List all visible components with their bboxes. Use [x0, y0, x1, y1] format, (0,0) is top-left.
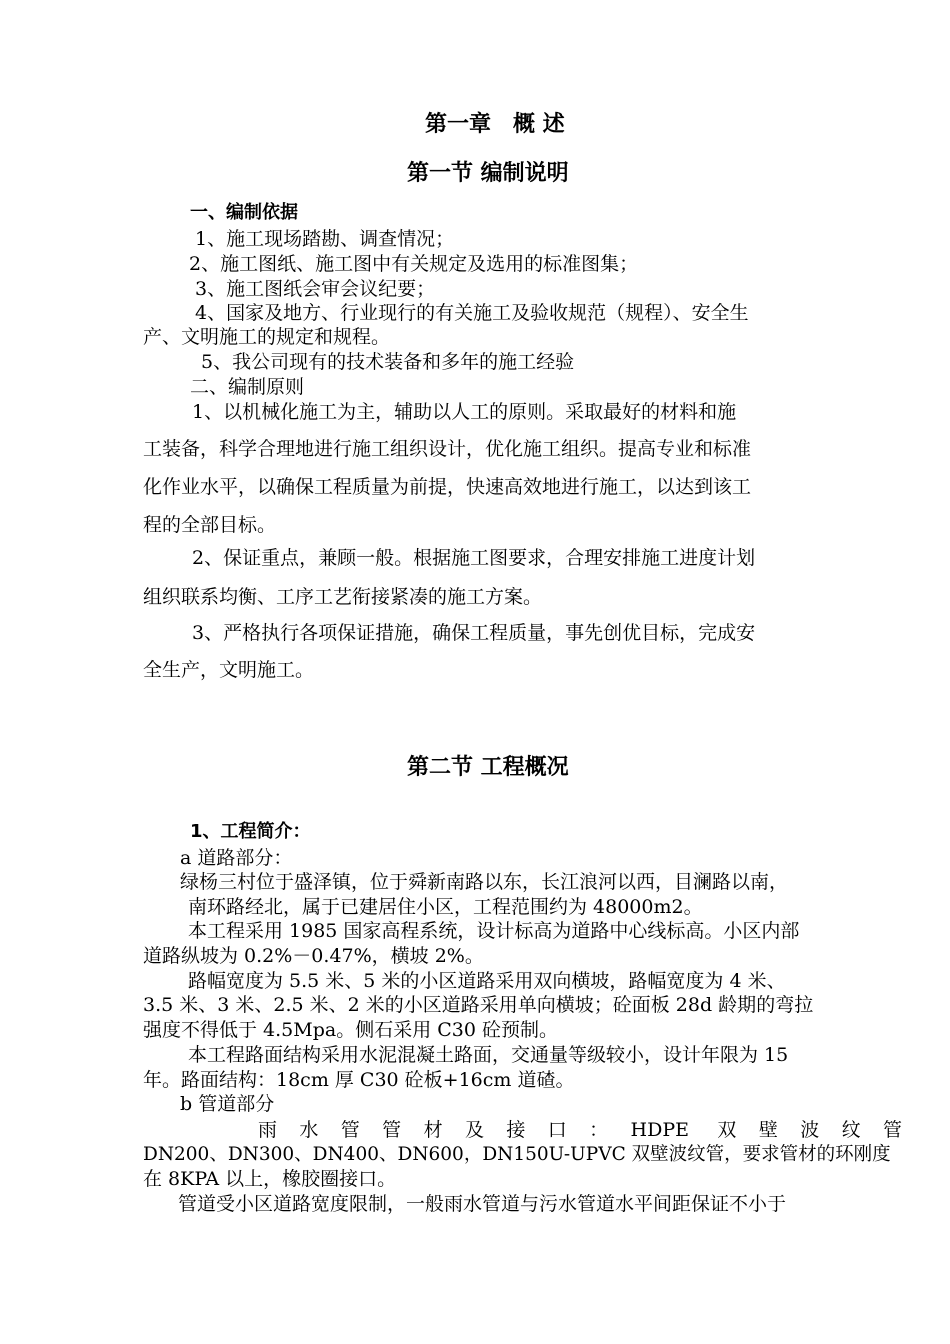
body-line: 雨水管管材及接口：HDPE 双壁波纹管 [258, 1119, 902, 1141]
body-line: DN200、DN300、DN400、DN600，DN150U-UPVC 双壁波纹管，要求管材的环刚度 [143, 1144, 891, 1165]
basis-heading: 一、编制依据 [190, 202, 298, 223]
intro-heading: 1、工程简介： [190, 821, 311, 842]
basis-item: 4、国家及地方、行业现行的有关施工及验收规范（规程）、安全生 [195, 302, 749, 324]
body-line: 强度不得低于 4.5Mpa。侧石采用 C30 砼预制。 [143, 1019, 558, 1041]
body-line: 本工程采用 1985 国家高程系统，设计标高为道路中心线标高。小区内部 [188, 920, 800, 942]
principle-line: 工装备，科学合理地进行施工组织设计，优化施工组织。提高专业和标准 [143, 438, 752, 460]
chapter-title: 第一章 概 述 [425, 112, 565, 137]
body-line: 在 8KPA 以上，橡胶圈接口。 [143, 1168, 397, 1190]
basis-item: 1、施工现场踏勘、调查情况； [195, 228, 455, 250]
body-line: 本工程路面结构采用水泥混凝土路面，交通量等级较小，设计年限为 15 [188, 1044, 789, 1066]
basis-item: 2、施工图纸、施工图中有关规定及选用的标准图集； [189, 253, 639, 275]
basis-item: 5、我公司现有的技术装备和多年的施工经验 [201, 351, 575, 373]
body-line: b 管道部分 [180, 1093, 275, 1115]
principle-line: 全生产，文明施工。 [143, 659, 315, 681]
section-title: 第二节 工程概况 [407, 755, 569, 780]
principle-line: 化作业水平，以确保工程质量为前提，快速高效地进行施工，以达到该工 [143, 476, 752, 498]
section-title: 第一节 编制说明 [407, 161, 569, 186]
body-line: 管道受小区道路宽度限制，一般雨水管道与污水管道水平间距保证不小于 [178, 1193, 787, 1215]
principle-line: 1、以机械化施工为主，辅助以人工的原则。采取最好的材料和施 [192, 401, 737, 423]
basis-item: 3、施工图纸会审会议纪要； [195, 278, 436, 300]
body-line: a 道路部分： [180, 847, 293, 869]
principles-heading: 二、编制原则 [190, 376, 305, 398]
body-line: 绿杨三村位于盛泽镇，位于舜新南路以东，长江浪河以西，目澜路以南， [180, 871, 789, 893]
body-line: 3.5 米、3 米、2.5 米、2 米的小区道路采用单向横坡；砼面板 28d 龄期的弯拉 [143, 994, 814, 1016]
principle-line: 2、保证重点，兼顾一般。根据施工图要求，合理安排施工进度计划 [192, 547, 756, 569]
body-line: 年。路面结构：18cm 厚 C30 砼板+16cm 道碴。 [143, 1069, 575, 1091]
principle-line: 3、严格执行各项保证措施，确保工程质量，事先创优目标，完成安 [192, 622, 756, 644]
principle-line: 组织联系均衡、工序工艺衔接紧凑的施工方案。 [143, 586, 543, 608]
basis-item: 产、文明施工的规定和规程。 [143, 326, 391, 348]
body-line: 路幅宽度为 5.5 米、5 米的小区道路采用双向横坡，路幅宽度为 4 米、 [188, 970, 786, 992]
principle-line: 程的全部目标。 [143, 514, 277, 536]
body-line: 南环路经北，属于已建居住小区，工程范围约为 48000m2。 [188, 896, 703, 918]
body-line: 道路纵坡为 0.2%－0.47%，横坡 2%。 [143, 945, 484, 967]
